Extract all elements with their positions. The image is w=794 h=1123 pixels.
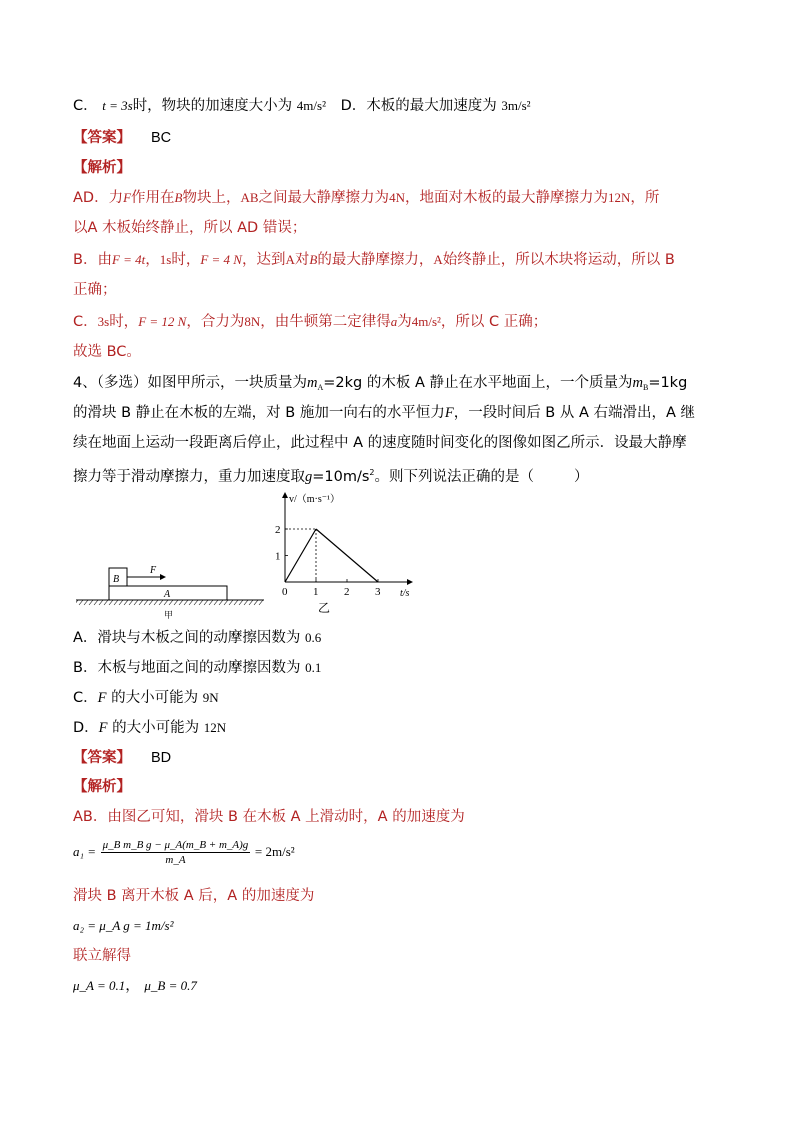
option-c-text: 时，物块的加速度大小为 <box>132 98 293 114</box>
x-tick-label: 2 <box>344 586 350 598</box>
prev-answer-line <box>73 128 171 148</box>
question-text: 4、（多选）如图甲所示，一块质量为 <box>73 375 307 391</box>
analysis-text: ，所以 C 正确； <box>440 314 548 330</box>
ground-hatch-stroke <box>139 600 143 605</box>
option-c-prefix: C． <box>73 98 98 114</box>
ground-hatch-stroke <box>119 600 123 605</box>
ground-hatch-stroke <box>94 600 98 605</box>
analysis-label: 【解析】 <box>73 779 131 795</box>
analysis-text: ，达到 <box>241 252 286 268</box>
ground-hatch-stroke <box>76 600 78 605</box>
ground-hatch-stroke <box>249 600 253 605</box>
eq1-lhs: a₁ = <box>73 844 97 859</box>
analysis-text: 对 <box>294 252 310 268</box>
ground-hatch-stroke <box>179 600 183 605</box>
ground-hatch-stroke <box>204 600 208 605</box>
analysis-text: 以A 木板始终静止，所以 AD 错误； <box>73 220 307 236</box>
figure-yi-chart <box>272 490 422 620</box>
math-A: A <box>285 252 295 267</box>
analysis-text: 为 <box>397 314 412 330</box>
analysis-text: ， <box>145 252 160 268</box>
q4-line1 <box>73 373 687 398</box>
math-4N: 4N <box>389 190 405 205</box>
analysis-choice-line <box>73 342 141 362</box>
analysis-b-line2 <box>73 280 117 300</box>
math-A: A <box>433 252 443 267</box>
ground-hatch-stroke <box>184 600 188 605</box>
ground-hatch-stroke <box>99 600 103 605</box>
eq1-rhs: = 2m/s² <box>254 844 295 859</box>
math-F: F <box>444 405 454 421</box>
option-text: C． <box>73 690 98 706</box>
math-F4t: F = 4t <box>111 252 146 267</box>
ground-hatch-stroke <box>159 600 163 605</box>
q4-option-a <box>73 628 321 648</box>
analysis-text: 联立解得 <box>73 948 131 964</box>
ground-hatch-stroke <box>124 600 128 605</box>
answer-label: 【答案】 <box>73 130 131 146</box>
ground-hatch-stroke <box>244 600 248 605</box>
question-text: =2kg 的木板 A 静止在水平地面上，一个质量为 <box>323 375 633 391</box>
force-label: F <box>150 565 157 576</box>
ground-hatch-stroke <box>254 600 258 605</box>
ground-hatch-stroke <box>224 600 228 605</box>
ground-hatch-stroke <box>89 600 93 605</box>
analysis-text: C． <box>73 314 98 330</box>
option-value: 9N <box>202 690 219 705</box>
eq1-fraction <box>101 838 251 867</box>
ground-hatch-stroke <box>114 600 118 605</box>
q4-option-c <box>73 688 219 708</box>
question-text: 。则下列说法正确的是（ <box>374 469 535 485</box>
ground-hatch-stroke <box>129 600 133 605</box>
analysis-text: ，由牛顿第二定律得 <box>260 314 391 330</box>
analysis-text: 时， <box>171 252 201 268</box>
ground-hatch-stroke <box>234 600 238 605</box>
eq1-numerator: μ_B m_B g − μ_A(m_B + m_A)g <box>102 838 249 851</box>
block-B-label: B <box>113 574 120 585</box>
ground-hatch-stroke <box>199 600 203 605</box>
analysis-text: B．由 <box>73 252 112 268</box>
answer-label: 【答案】 <box>73 750 131 766</box>
analysis-text: AB．由图乙可知，滑块 B 在木板 A 上滑动时，A 的加速度为 <box>73 809 465 825</box>
eq2: a₂ = μ_A g = 1m/s² <box>73 918 174 933</box>
y-tick-label: 1 <box>275 550 281 563</box>
y-tick-label: 2 <box>275 524 281 536</box>
analysis-text: 滑块 B 离开木板 A 后，A 的加速度为 <box>73 888 315 904</box>
chart-caption: 乙 <box>318 601 331 615</box>
question-text: 擦力等于滑动摩擦力，重力加速度取 <box>73 469 305 485</box>
board-A-label: A <box>164 589 171 600</box>
eq3-mu-b: μ_B = 0.7 <box>144 978 197 993</box>
answer-value: BC <box>151 130 172 146</box>
math-sub: A <box>317 383 324 392</box>
math-12N: 12N <box>607 190 631 205</box>
ground-hatch-stroke <box>214 600 218 605</box>
analysis-text: ，所 <box>630 190 660 206</box>
analysis-ad-line1 <box>73 188 659 208</box>
ground-hatch <box>76 600 263 605</box>
question-text: =1kg <box>648 375 688 391</box>
ground-hatch-stroke <box>144 600 148 605</box>
question-text: 的滑块 B 静止在木板的左端，对 B 施加一向右的水平恒力 <box>73 405 445 421</box>
question-text: ） <box>574 469 589 485</box>
math-F12N: F = 12 N <box>138 314 187 329</box>
option-text: D． <box>73 720 99 736</box>
math-F: F <box>98 720 108 736</box>
prev-analysis-label <box>73 158 131 178</box>
q4-option-b <box>73 658 321 678</box>
ground-hatch-stroke <box>229 600 233 605</box>
math-m: m <box>632 375 643 391</box>
ground-hatch-stroke <box>164 600 168 605</box>
q4-analysis-label <box>73 777 131 797</box>
math-8N: 8N <box>244 314 261 329</box>
equation-1 <box>73 836 295 868</box>
math-4ms2: 4m/s² <box>411 314 441 329</box>
math-m: m <box>306 375 318 391</box>
analysis-text: 故选 BC。 <box>73 344 141 360</box>
ground-hatch-stroke <box>239 600 243 605</box>
option-c-value: 4m/s² <box>296 98 326 113</box>
math-B: B <box>309 252 318 267</box>
ground-hatch-stroke <box>189 600 193 605</box>
option-value: 0.1 <box>305 660 322 675</box>
q4-analysis-solve <box>73 946 131 966</box>
analysis-c-line <box>73 312 547 332</box>
option-text: A．滑块与木板之间的动摩擦因数为 <box>73 630 301 646</box>
q4-analysis-leave <box>73 886 314 906</box>
ground-hatch-stroke <box>174 600 178 605</box>
q4-line4 <box>73 463 589 487</box>
ground-hatch-stroke <box>134 600 138 605</box>
analysis-text: ，地面对木板的最大静摩擦力为 <box>404 190 608 206</box>
x-tick-label: 3 <box>375 586 381 598</box>
analysis-b-line1 <box>73 250 675 270</box>
math-a: a <box>390 314 398 329</box>
eq1-denominator: m_A <box>165 853 186 866</box>
math-g: g <box>305 469 313 485</box>
y-axis-label: v/（m·s⁻¹） <box>289 494 341 505</box>
analysis-ad-line2 <box>73 218 306 238</box>
q4-analysis-ab <box>73 807 465 827</box>
option-c-math: t = 3s <box>102 98 133 113</box>
option-value: 0.6 <box>305 630 322 645</box>
analysis-text: AD．力 <box>73 190 124 206</box>
x-axis-arrow <box>407 579 413 585</box>
equation-3 <box>73 976 197 996</box>
option-c-prev <box>73 96 531 116</box>
analysis-text: 作用在 <box>131 190 175 206</box>
option-value: 12N <box>203 720 227 735</box>
x-tick-label: 1 <box>313 586 319 598</box>
math-1s: 1s <box>159 252 172 267</box>
eq3-separator: ， <box>125 978 140 994</box>
analysis-text: 之间最大静摩擦力为 <box>258 190 390 206</box>
question-text: =10m/s <box>312 469 370 485</box>
ground-hatch-stroke <box>154 600 158 605</box>
math-3s: 3s <box>97 314 110 329</box>
q4-line2 <box>73 403 695 423</box>
option-text: 的大小可能为 <box>111 690 199 706</box>
analysis-text: 时， <box>109 314 139 330</box>
y-axis-arrow <box>282 492 288 498</box>
analysis-text: 物块上， <box>182 190 241 206</box>
option-text: 的大小可能为 <box>112 720 200 736</box>
x-axis-label: t/s <box>400 588 410 599</box>
math-F4N: F = 4 N <box>200 252 242 267</box>
question-text: 续在地面上运动一段距离后停止，此过程中 A 的速度随时间变化的图像如图乙所示．设最大静摩 <box>73 435 687 451</box>
force-arrow-head <box>160 574 166 580</box>
analysis-text: 正确； <box>73 282 117 298</box>
math-B: B <box>174 190 183 205</box>
ground-hatch-stroke <box>219 600 223 605</box>
option-d-prefix: D．木板的最大加速度为 <box>340 98 497 114</box>
question-text: ，一段时间后 B 从 A 右端滑出，A 继 <box>453 405 696 421</box>
velocity-segment <box>316 529 378 582</box>
analysis-label: 【解析】 <box>73 160 131 176</box>
ground-hatch-stroke <box>84 600 88 605</box>
ground-hatch-stroke <box>259 600 263 605</box>
ground-hatch-stroke <box>149 600 153 605</box>
equation-2 <box>73 916 174 936</box>
math-sub: B <box>642 383 649 392</box>
ground-hatch-stroke <box>209 600 213 605</box>
eq3-mu-a: μ_A = 0.1 <box>73 978 126 993</box>
ground-hatch-stroke <box>79 600 83 605</box>
option-text: B．木板与地面之间的动摩擦因数为 <box>73 660 301 676</box>
q4-option-d <box>73 718 226 738</box>
math-sup: 2 <box>369 468 375 477</box>
figure-jia <box>76 560 266 624</box>
math-F: F <box>97 690 107 706</box>
answer-value: BD <box>151 750 172 766</box>
analysis-text: 的最大静摩擦力， <box>317 252 434 268</box>
ground-hatch-stroke <box>109 600 113 605</box>
ground-hatch-stroke <box>194 600 198 605</box>
ground-hatch-stroke <box>104 600 108 605</box>
figure-jia-caption: 甲 <box>164 610 174 620</box>
x-tick-label: 0 <box>282 586 288 598</box>
ground-hatch-stroke <box>169 600 173 605</box>
math-AB: AB <box>240 190 259 205</box>
option-d-value: 3m/s² <box>501 98 531 113</box>
q4-answer-line <box>73 748 171 768</box>
q4-line3 <box>73 433 687 453</box>
analysis-text: ，合力为 <box>186 314 245 330</box>
analysis-text: 始终静止，所以木块将运动，所以 B <box>442 252 675 268</box>
velocity-segment <box>285 529 316 582</box>
math-F: F <box>123 190 132 205</box>
